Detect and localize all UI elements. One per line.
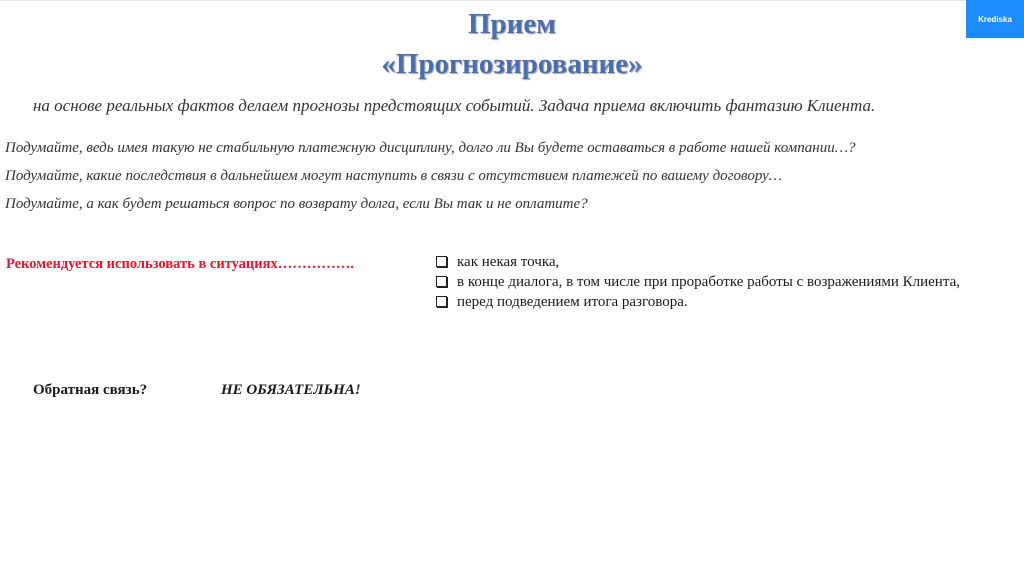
recommend-label: Рекомендуется использовать в ситуациях……………. (6, 256, 354, 272)
feedback-value: НЕ ОБЯЗАТЕЛЬНА! (221, 382, 361, 398)
title-line-1: Прием (467, 8, 557, 40)
checkbox-icon (436, 296, 447, 307)
situation-item (434, 272, 994, 292)
feedback-label: Обратная связь? (33, 382, 148, 398)
checkbox-icon (436, 276, 447, 287)
subtitle: на основе реальных фактов делаем прогнозы предстоящих событий. Задача приема включить фантазию Клиента. (33, 96, 876, 115)
situations-list (434, 252, 994, 312)
situation-text: как некая точка, (457, 254, 560, 270)
situation-item (434, 292, 994, 312)
title-line-2: «Прогнозирование» (381, 48, 643, 80)
situation-item (434, 252, 994, 272)
slide-title (0, 4, 1024, 84)
krediska-logo: Krediska (966, 0, 1024, 38)
question-item: Подумайте, какие последствия в дальнейшем могут наступить в связи с отсутствием платежей по вашему договору… (5, 168, 783, 184)
top-divider (0, 0, 1024, 1)
question-item: Подумайте, ведь имея такую не стабильную платежную дисциплину, долго ли Вы будете оставаться в работе нашей компании…? (5, 140, 856, 156)
situation-text: в конце диалога, в том числе при проработке работы с возражениями Клиента, (457, 274, 960, 290)
situation-text: перед подведением итога разговора. (457, 294, 688, 310)
question-item: Подумайте, а как будет решаться вопрос по возврату долга, если Вы так и не оплатите? (5, 196, 588, 212)
questions-list (5, 138, 1005, 222)
checkbox-icon (436, 256, 447, 267)
